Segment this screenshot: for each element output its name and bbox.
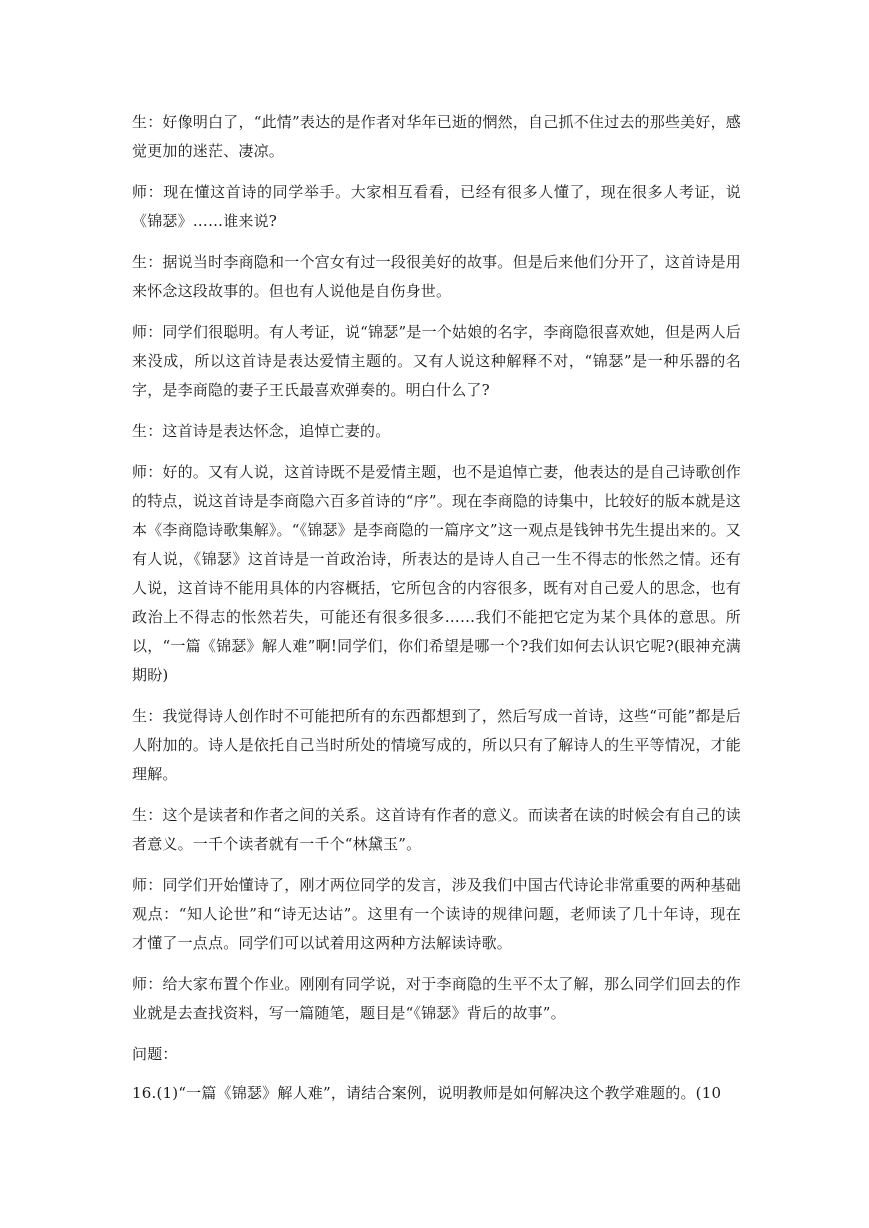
paragraph-teacher-4: 师：同学们开始懂诗了，刚才两位同学的发言，涉及我们中国古代诗论非常重要的两种基础观点：“知人论世”和“诗无达诂”。这里有一个读诗的规律问题，老师读了几十年诗，现在才懂了一点点。同学们可以试着用这两种方法解读诗歌。 [132,876,741,952]
paragraph-teacher-3: 师：好的。又有人说，这首诗既不是爱情主题，也不是追悼亡妻，他表达的是自己诗歌创作的特点，说这首诗是李商隐六百多首诗的“序”。现在李商隐的诗集中，比较好的版本就是这本《李商隐诗歌集解》。“《锦瑟》是李商隐的一篇序文”这一观点是钱钟书先生提出来的。又有人说，《锦瑟》这首诗是一首政治诗，所表达的是诗人自己一生不得志的怅然之情。还有人说，这首诗不能用具体的内容概括，它所包含的内容很多，既有对自己爱人的思念，也有政治上不得志的怅然若失，可能还有很多很多……我们不能把它定为某个具体的意思。所以，“一篇《锦瑟》解人难”啊!同学们，你们希望是哪一个?我们如何去认识它呢?(眼神充满期盼) [132,463,741,684]
question-heading: 问题： [132,1045,178,1063]
paragraph-student-2: 生：据说当时李商隐和一个宫女有过一段很美好的故事。但是后来他们分开了，这首诗是用来怀念这段故事的。但也有人说他是自伤身世。 [132,253,741,300]
paragraph-teacher-5: 师：给大家布置个作业。刚刚有同学说，对于李商隐的生平不太了解，那么同学们回去的作业就是去查找资料，写一篇随笔，题目是“《锦瑟》背后的故事”。 [132,975,741,1022]
paragraph-teacher-1: 师：现在懂这首诗的同学举手。大家相互看看，已经有很多人懂了，现在很多人考证，说《锦瑟》……谁来说? [132,183,741,230]
paragraph-student-4: 生：我觉得诗人创作时不可能把所有的东西都想到了，然后写成一首诗，这些“可能”都是后人附加的。诗人是依托自己当时所处的情境写成的，所以只有了解诗人的生平等情况，才能理解。 [132,707,741,783]
paragraph-teacher-2: 师：同学们很聪明。有人考证，说“锦瑟”是一个姑娘的名字，李商隐很喜欢她，但是两人后来没成，所以这首诗是表达爱情主题的。又有人说这种解释不对，“锦瑟”是一种乐器的名字，是李商隐的妻子王氏最喜欢弹奏的。明白什么了? [132,323,741,399]
paragraph-student-5: 生：这个是读者和作者之间的关系。这首诗有作者的意义。而读者在读的时候会有自己的读者意义。一千个读者就有一千个“林黛玉”。 [132,806,741,853]
paragraph-student-3: 生：这首诗是表达怀念，追悼亡妻的。 [132,422,391,440]
paragraph-student-1: 生：好像明白了，“此情”表达的是作者对华年已逝的惘然，自己抓不住过去的那些美好，感觉更加的迷茫、凄凉。 [132,113,741,160]
question-16: 16.(1)“一篇《锦瑟》解人难”，请结合案例，说明教师是如何解决这个教学难题的。(10 [132,1084,722,1102]
